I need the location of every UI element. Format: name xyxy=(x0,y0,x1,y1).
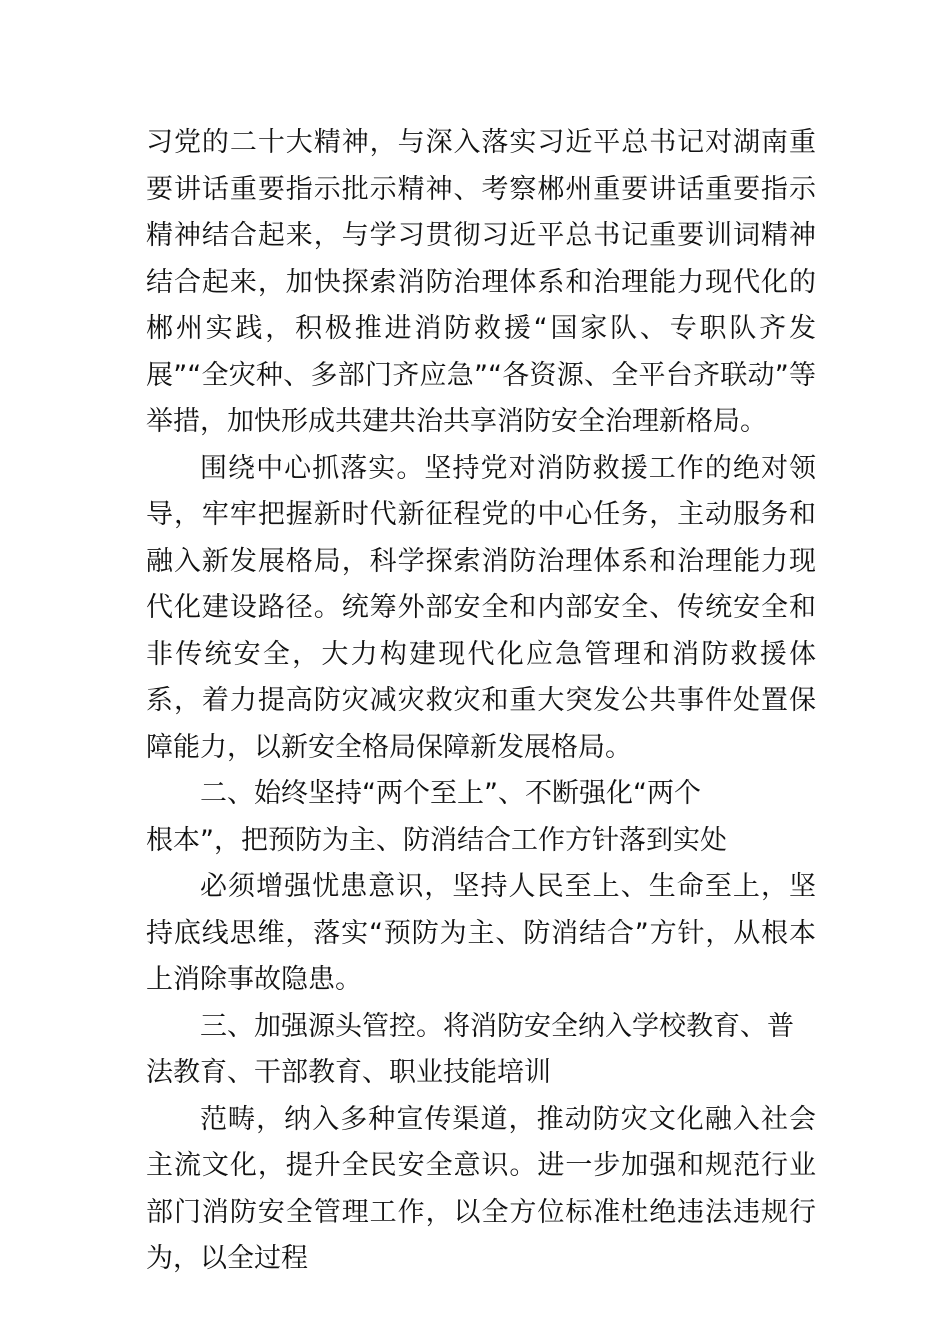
section-heading-3-line-2: 法教育、干部教育、职业技能培训 xyxy=(146,1057,551,1088)
section-heading-3 xyxy=(146,1004,816,1097)
section-heading-2-line-1: 二、始终坚持“两个至上”、不断强化“两个 xyxy=(200,778,701,809)
document-body xyxy=(146,120,816,1283)
body-paragraph-4: 范畴，纳入多种宣传渠道，推动防灾文化融入社会主流文化，提升全民安全意识。进一步加强和规范行业部门消防安全管理工作，以全方位标准杜绝违法违规行为，以全过程 xyxy=(146,1103,816,1274)
section-heading-3-line-1: 三、加强源头管控。将消防安全纳入学校教育、普 xyxy=(200,1010,794,1042)
section-heading-2-line-2: 根本”，把预防为主、防消结合工作方针落到实处 xyxy=(146,824,727,856)
body-paragraph-1: 习党的二十大精神，与深入落实习近平总书记对湖南重要讲话重要指示批示精神、考察郴州重要讲话重要指示精神结合起来，与学习贯彻习近平总书记重要训词精神结合起来，加快探索消防治理体系和治理能力现代化的郴州实践，积极推进消防救援“国家队、专职队齐发展”“全灾种、多部门齐应急”“各资源、全平台齐联动”等举措，加快形成共建共治共享消防安全治理新格局。 xyxy=(146,127,816,437)
body-paragraph-2: 围绕中心抓落实。坚持党对消防救援工作的绝对领导，牢牢把握新时代新征程党的中心任务，主动服务和融入新发展格局，科学探索消防治理体系和治理能力现代化建设路径。统筹外部安全和内部安全、传统安全和非传统安全，大力构建现代化应急管理和消防救援体系，着力提高防灾减灾救灾和重大突发公共事件处置保障能力，以新安全格局保障新发展格局。 xyxy=(146,452,816,763)
body-paragraph-3: 必须增强忧患意识，坚持人民至上、生命至上，坚持底线思维，落实“预防为主、防消结合”方针，从根本上消除事故隐患。 xyxy=(146,871,816,995)
section-heading-2 xyxy=(146,771,816,864)
